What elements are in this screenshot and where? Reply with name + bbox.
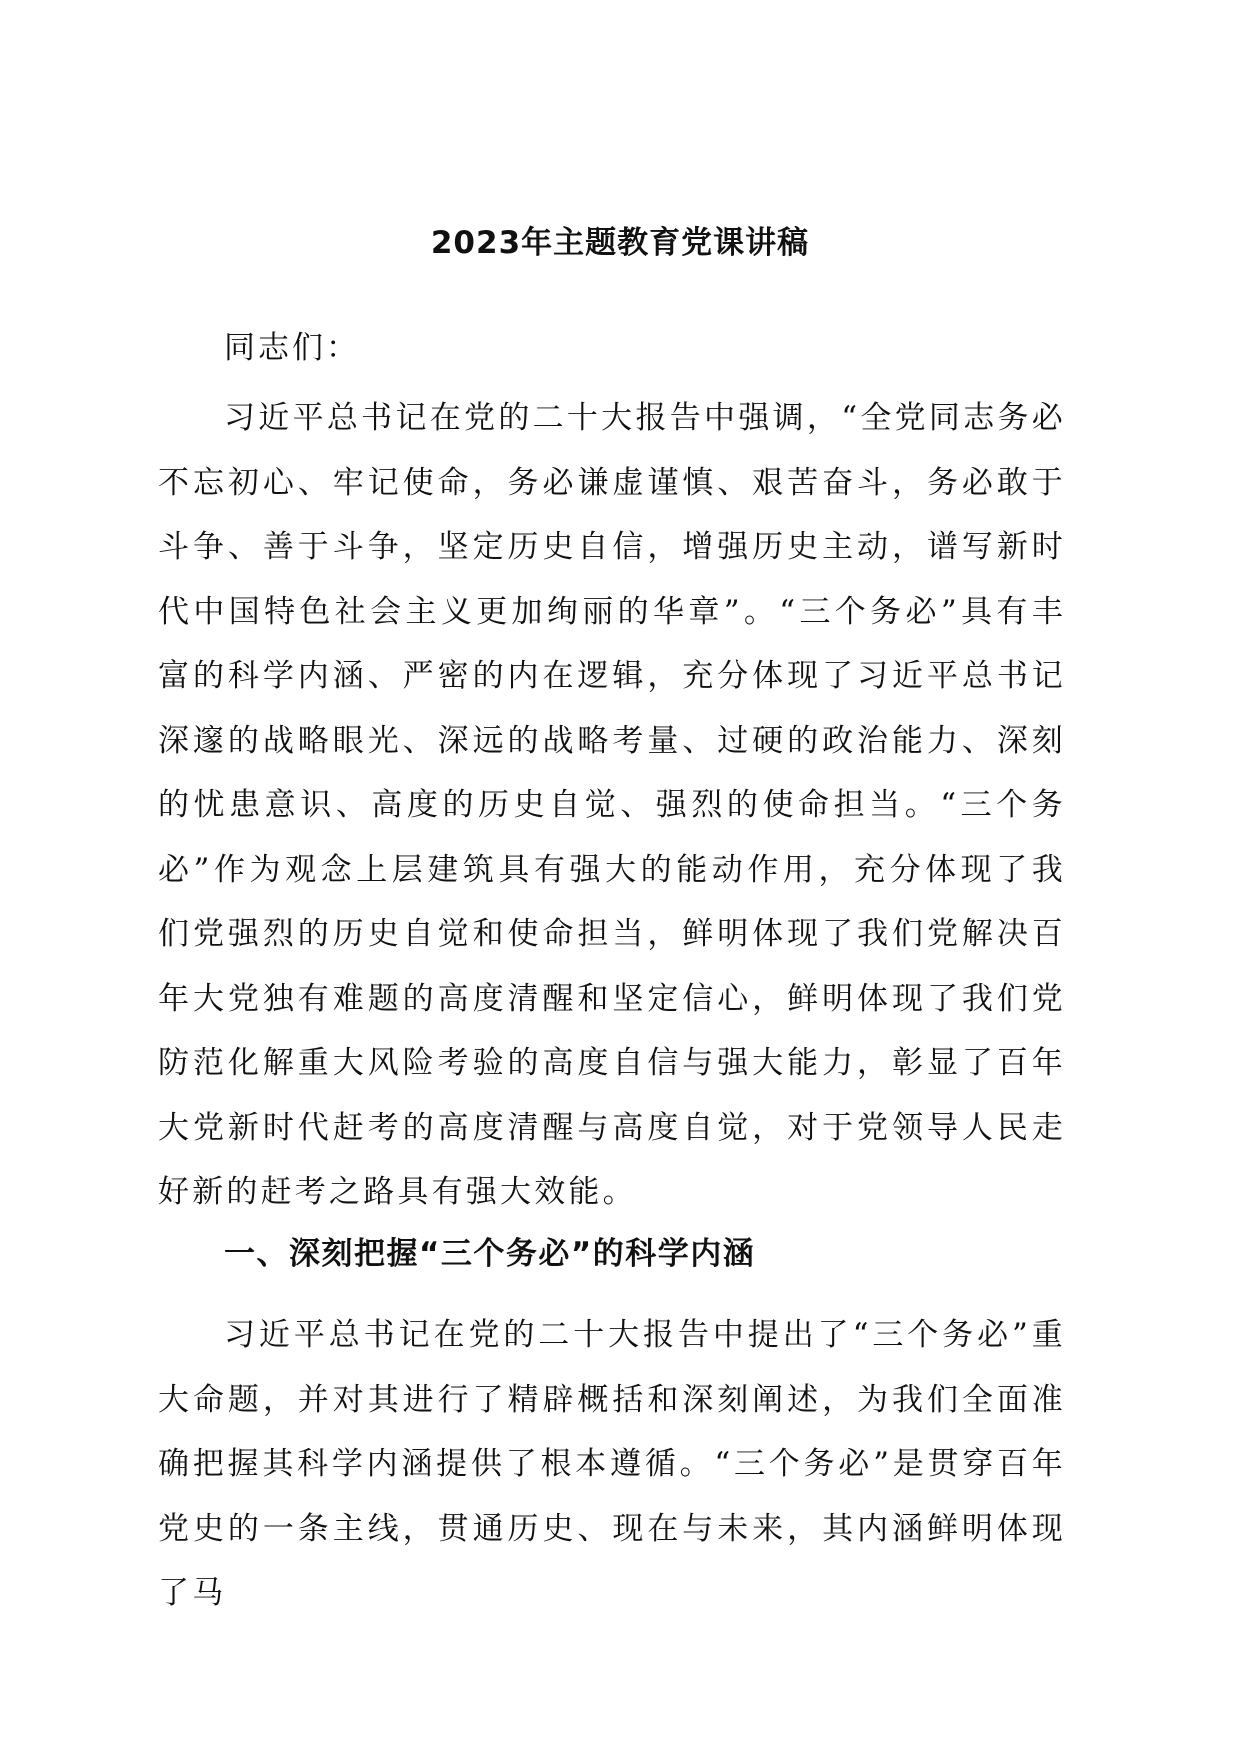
greeting: 同志们： — [224, 330, 360, 366]
body-paragraph-2: 习近平总书记在党的二十大报告中提出了“三个务必”重大命题，并对其进行了精辟概括和深刻阐述，为我们全面准确把握其科学内涵提供了根本遵循。“三个务必”是贯穿百年党史的一条主线，贯通历史、现在与未来，其内涵鲜明体现了马 — [158, 1317, 1066, 1611]
document-title: 2023年主题教育党课讲稿 — [430, 225, 810, 261]
body-paragraph-1: 习近平总书记在党的二十大报告中强调，“全党同志务必不忘初心、牢记使命，务必谦虚谨慎、艰苦奋斗，务必敢于斗争、善于斗争，坚定历史自信，增强历史主动，谱写新时代中国特色社会主义更加绚丽的华章”。“三个务必”具有丰富的科学内涵、严密的内在逻辑，充分体现了习近平总书记深邃的战略眼光、深远的战略考量、过硬的政治能力、深刻的忧患意识、高度的历史自觉、强烈的使命担当。“三个务必”作为观念上层建筑具有强大的能动作用，充分体现了我们党强烈的历史自觉和使命担当，鲜明体现了我们党解决百年大党独有难题的高度清醒和坚定信心，鲜明体现了我们党防范化解重大风险考验的高度自信与强大能力，彰显了百年大党新时代赶考的高度清醒与高度自觉，对于党领导人民走好新的赶考之路具有强大效能。 — [158, 400, 1066, 1210]
section-heading: 一、深刻把握“三个务必”的科学内涵 — [224, 1236, 756, 1272]
